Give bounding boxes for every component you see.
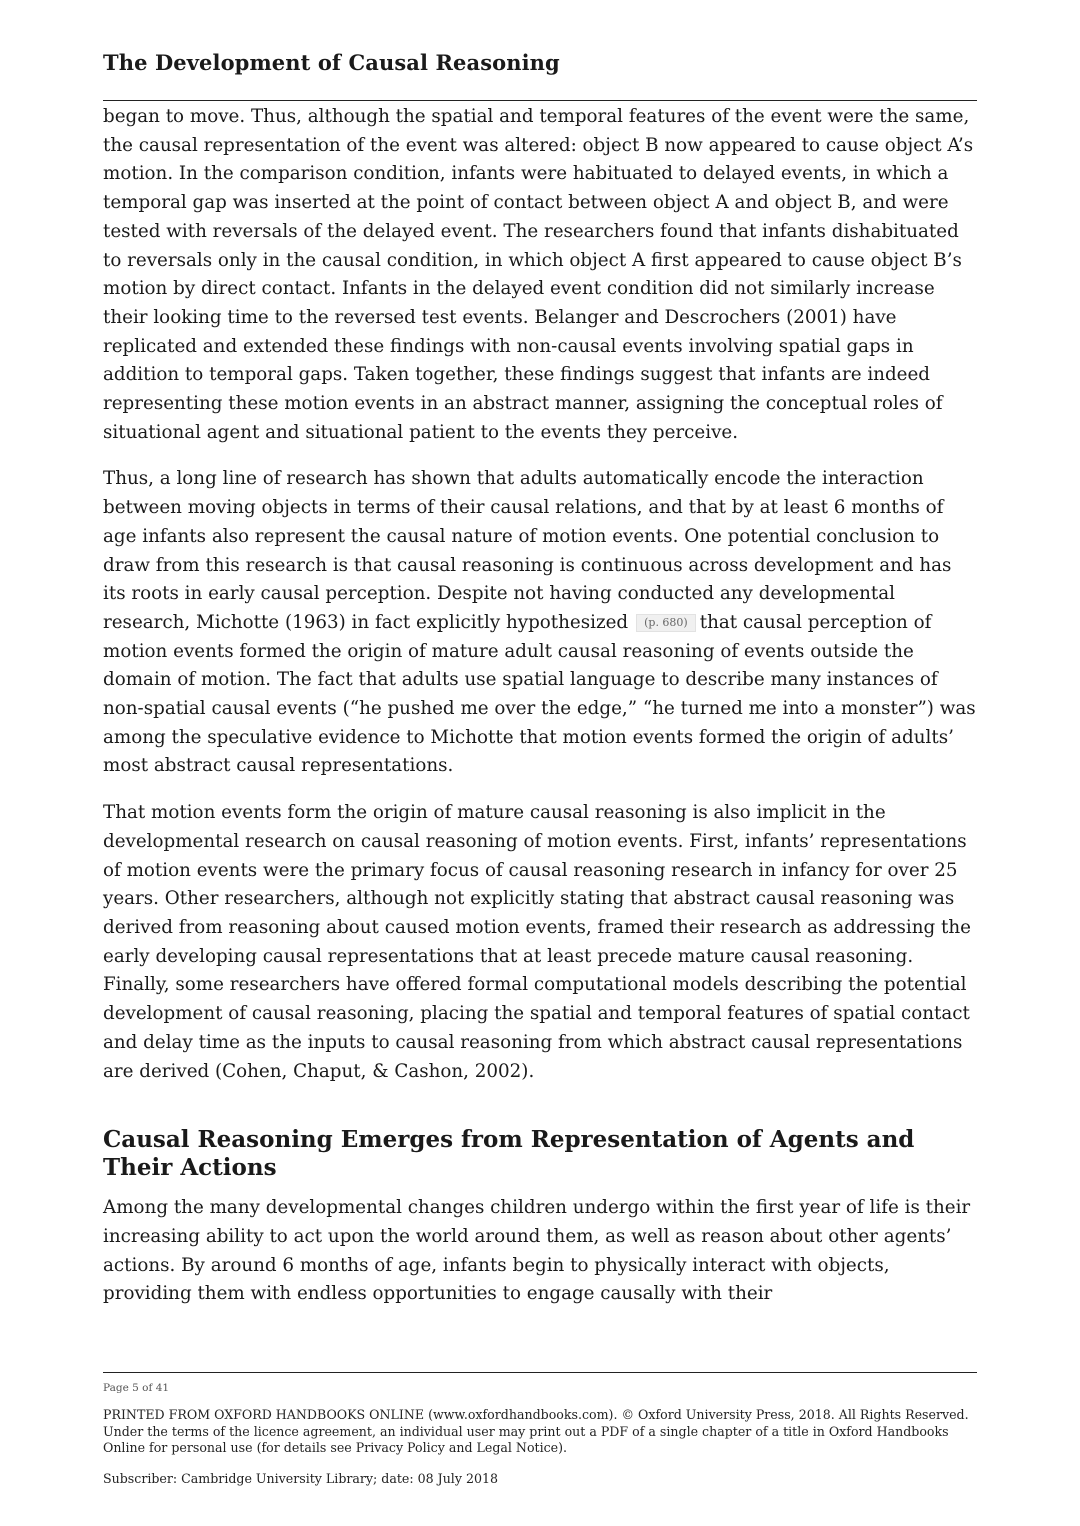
page-number: Page 5 of 41 [103, 1382, 170, 1394]
body-paragraph-2 [103, 465, 977, 781]
subscriber-line: Subscriber: Cambridge University Library; date: 08 July 2018 [103, 1470, 499, 1486]
running-head-title: The Development of Causal Reasoning [103, 50, 560, 75]
body-paragraph-2-part-2: that causal perception of motion events formed the origin of mature adult causal reasoning of events outside the domain of motion. The fact that adults use spatial language to describe many instances of non-spatial causal events (“he pushed me over the edge,” “he turned me into a monster”) was among the speculative evidence to Michotte that motion events formed the origin of adults’ most abstract causal representations. [103, 611, 976, 777]
print-page-marker: (p. 680) [636, 614, 696, 632]
copyright-notice: PRINTED FROM OXFORD HANDBOOKS ONLINE (www.oxfordhandbooks.com). © Oxford University Press, 2018. All Rights Reserved. Under the terms of the licence agreement, an individual user may print out a PDF of a single chapter of a title in Oxford Handbooks Online for personal use (for details see Privacy Policy and Legal Notice). [103, 1407, 969, 1455]
body-paragraph-2-part-1: Thus, a long line of research has shown that adults automatically encode the interaction between moving objects in terms of their causal relations, and that by at least 6 months of age infants also represent the causal nature of motion events. One potential conclusion to draw from this research is that causal reasoning is continuous across development and has its roots in early causal perception. Despite not having conducted any developmental research, Michotte (1963) in fact explicitly hypothesized [103, 468, 952, 633]
page-footer [103, 1380, 977, 1487]
body-paragraph-3: That motion events form the origin of mature causal reasoning is also implicit in the developmental research on causal reasoning of motion events. First, infants’ representations of motion events were the primary focus of causal reasoning research in infancy for over 25 years. Other researchers, although not explicitly stating that abstract causal reasoning was derived from reasoning about caused motion events, framed their research as addressing the early developing causal representations that at least precede mature causal reasoning. Finally, some researchers have offered formal computational models describing the potential development of causal reasoning, placing the spatial and temporal features of spatial contact and delay time as the inputs to causal reasoning from which abstract causal representations are derived (Cohen, Chaput, & Cashon, 2002). [103, 802, 971, 1082]
body-paragraph-1: began to move. Thus, although the spatial and temporal features of the event were the same, the causal representation of the event was altered: object B now appeared to cause object A’s motion. In the comparison condition, infants were habituated to delayed events, in which a temporal gap was inserted at the point of contact between object A and object B, and were tested with reversals of the delayed event. The researchers found that infants dishabituated to reversals only in the causal condition, in which object A first appeared to cause object B’s motion by direct contact. Infants in the delayed event condition did not similarly increase their looking time to the reversed test events. Belanger and Descrochers (2001) have replicated and extended these findings with non-causal events involving spatial gaps in addition to temporal gaps. Taken together, these findings suggest that infants are indeed representing these motion events in an abstract manner, assigning the conceptual roles of situational agent and situational patient to the events they perceive. [103, 106, 974, 443]
footer-divider [103, 1372, 977, 1373]
chapter-body [103, 103, 977, 1309]
header-divider [103, 100, 977, 101]
body-paragraph-4: Among the many developmental changes children undergo within the first year of life is their increasing ability to act upon the world around them, as well as reason about other agents’ actions. By around 6 months of age, infants begin to physically interact with objects, providing them with endless opportunities to engage causally with their [103, 1197, 971, 1305]
section-heading: Causal Reasoning Emerges from Representation of Agents and Their Actions [103, 1126, 915, 1182]
